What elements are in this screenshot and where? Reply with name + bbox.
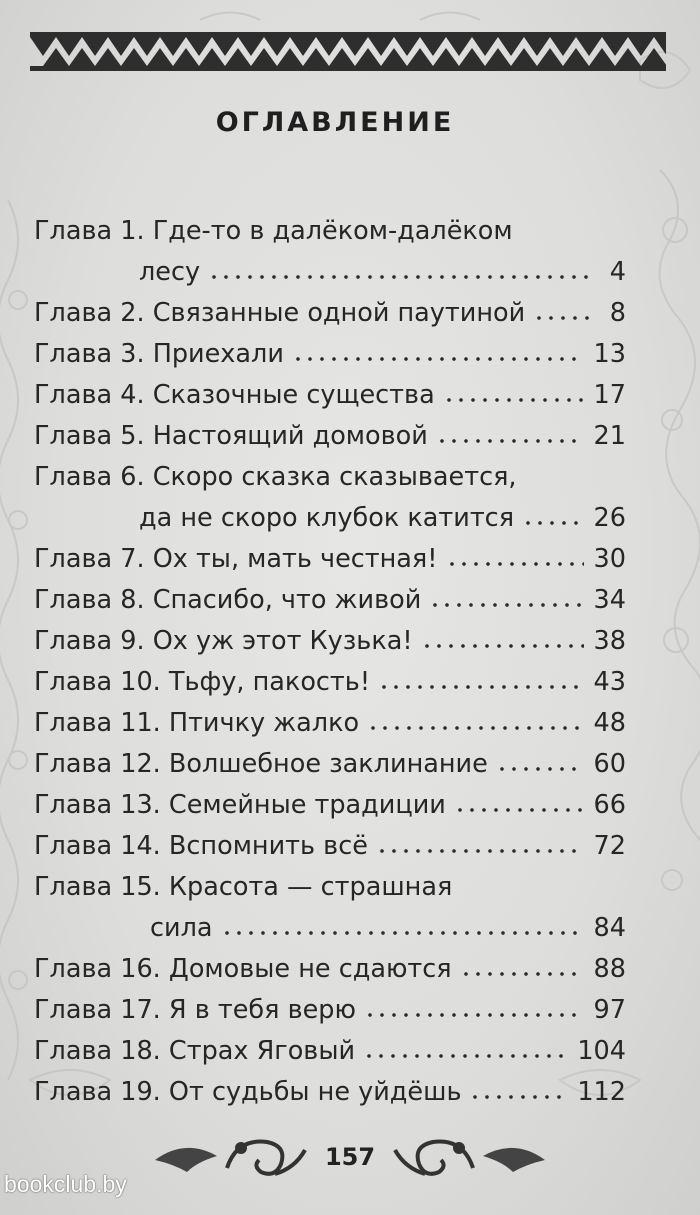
- page-number: 157: [324, 1143, 376, 1171]
- chapter-title: [34, 462, 517, 492]
- page-ref: 4: [609, 256, 626, 287]
- chapter-label: Глава 8.: [34, 584, 145, 615]
- chapter-label: Глава 4.: [34, 379, 145, 410]
- chapter-title: [34, 667, 370, 697]
- page-ref: 38: [593, 625, 626, 656]
- chapter-title-text: Птичку жалко: [168, 707, 360, 738]
- dot-leader: [436, 426, 584, 446]
- chapter-label: Глава 9.: [34, 625, 145, 656]
- chapter-label: Глава 14.: [34, 830, 161, 861]
- chapter-title-text: Домовые не сдаются: [168, 953, 452, 984]
- chapter-title-text: Ох уж этот Кузька!: [152, 625, 413, 656]
- dot-leader: [364, 1000, 584, 1020]
- chapter-label: Глава 10.: [34, 666, 161, 697]
- dot-leader: [429, 590, 583, 610]
- toc-entry: [34, 538, 626, 579]
- chapter-title: [34, 380, 435, 410]
- toc-entry: [34, 743, 626, 784]
- page-title: оглавление: [215, 96, 455, 140]
- page-ref: 8: [609, 297, 626, 328]
- page-ref: 104: [577, 1035, 626, 1066]
- toc-entry: [34, 292, 626, 333]
- toc-entry: [34, 1030, 626, 1071]
- page-ref: 60: [593, 748, 626, 779]
- page-ref: 112: [577, 1076, 626, 1107]
- page-ref: 13: [593, 338, 626, 369]
- toc-entry: [34, 456, 626, 538]
- toc-entry: [34, 661, 626, 702]
- chapter-label: Глава 5.: [34, 420, 145, 451]
- toc-entry: [34, 784, 626, 825]
- chapter-title-text: Волшебное заклинание: [168, 748, 488, 779]
- page-ref: 21: [593, 420, 626, 451]
- chapter-title-text: Я в тебя верю: [168, 994, 356, 1025]
- dot-leader: [378, 672, 584, 692]
- chapter-label: Глава 2.: [34, 297, 145, 328]
- dot-leader: [367, 713, 583, 733]
- toc-entry: [34, 866, 626, 948]
- page-ref: 48: [593, 707, 626, 738]
- dot-leader: [469, 1082, 567, 1102]
- chapter-title: [34, 708, 359, 738]
- chapter-title: [34, 544, 438, 574]
- chapter-label: Глава 6.: [34, 461, 145, 492]
- chapter-label: Глава 11.: [34, 707, 161, 738]
- dot-leader: [460, 959, 584, 979]
- chapter-title-text: Ох ты, мать честная!: [152, 543, 438, 574]
- toc-entry: [34, 415, 626, 456]
- chapter-label: Глава 15.: [34, 871, 161, 902]
- chapter-title: [34, 995, 356, 1025]
- page-ref: 30: [593, 543, 626, 574]
- chapter-label: Глава 1.: [34, 215, 145, 246]
- page-ref: 34: [593, 584, 626, 615]
- dot-leader: [292, 344, 584, 364]
- dot-leader: [376, 836, 584, 856]
- chapter-title-text: Тьфу, пакость!: [168, 666, 371, 697]
- page-ref: 97: [593, 994, 626, 1025]
- toc-entry: [34, 989, 626, 1030]
- toc-entry: [34, 825, 626, 866]
- dot-leader: [443, 385, 584, 405]
- chapter-title-text: Спасибо, что живой: [152, 584, 422, 615]
- page-ref: 72: [593, 830, 626, 861]
- page-ref: 17: [593, 379, 626, 410]
- page-ref: 26: [593, 502, 626, 533]
- chapter-title-text: Приехали: [152, 338, 284, 369]
- chapter-title-text: Связанные одной паутиной: [152, 297, 526, 328]
- chapter-title-text: Вспомнить всё: [168, 830, 368, 861]
- chapter-title-continuation: да не скоро клубок катится: [139, 502, 515, 533]
- page-ref: 84: [593, 912, 626, 943]
- toc-entry: [34, 210, 626, 292]
- toc-entry: [34, 374, 626, 415]
- chapter-title-text: Семейные традиции: [168, 789, 446, 820]
- page-ref: 88: [593, 953, 626, 984]
- chapter-label: Глава 16.: [34, 953, 161, 984]
- dot-leader: [496, 754, 584, 774]
- dot-leader: [363, 1041, 567, 1061]
- chapter-title-continuation: сила: [150, 912, 213, 943]
- zigzag-border-ornament: [30, 26, 666, 76]
- dot-leader: [221, 918, 584, 938]
- toc-entry: [34, 1071, 626, 1112]
- chapter-title-text: Где-то в далёком-далёком: [152, 215, 513, 246]
- chapter-label: Глава 7.: [34, 543, 145, 574]
- chapter-label: Глава 12.: [34, 748, 161, 779]
- toc-entry: [34, 702, 626, 743]
- chapter-title: [34, 1077, 461, 1107]
- chapter-title: [34, 749, 488, 779]
- page-ref: 66: [593, 789, 626, 820]
- chapter-title: [34, 831, 368, 861]
- table-of-contents: [34, 210, 626, 1112]
- chapter-title: [34, 1036, 355, 1066]
- chapter-title-continuation: лесу: [139, 256, 201, 287]
- dot-leader: [454, 795, 584, 815]
- chapter-title-text: Скоро сказка сказывается,: [152, 461, 517, 492]
- chapter-title: [34, 216, 513, 246]
- dot-leader: [446, 549, 584, 569]
- watermark: bookclub.by: [4, 1171, 127, 1197]
- chapter-title: [34, 872, 452, 902]
- chapter-title-text: Сказочные существа: [152, 379, 435, 410]
- chapter-title: [34, 421, 428, 451]
- chapter-label: Глава 17.: [34, 994, 161, 1025]
- chapter-title-text: Красота — страшная: [168, 871, 453, 902]
- toc-entry: [34, 620, 626, 661]
- chapter-title-text: Настоящий домовой: [152, 420, 428, 451]
- toc-entry: [34, 333, 626, 374]
- chapter-label: Глава 18.: [34, 1035, 161, 1066]
- toc-entry: [34, 948, 626, 989]
- chapter-title: [34, 626, 413, 656]
- chapter-label: Глава 19.: [34, 1076, 161, 1107]
- dot-leader: [533, 303, 592, 323]
- dot-leader: [522, 508, 584, 528]
- page-ref: 43: [593, 666, 626, 697]
- chapter-title: [34, 339, 284, 369]
- toc-entry: [34, 579, 626, 620]
- chapter-title: [34, 954, 452, 984]
- chapter-title-text: Страх Яговый: [168, 1035, 356, 1066]
- chapter-title: [34, 298, 525, 328]
- chapter-title-text: От судьбы не уйдёшь: [168, 1076, 462, 1107]
- chapter-label: Глава 13.: [34, 789, 161, 820]
- dot-leader: [421, 631, 584, 651]
- dot-leader: [208, 262, 592, 282]
- chapter-title: [34, 790, 446, 820]
- chapter-label: Глава 3.: [34, 338, 145, 369]
- chapter-title: [34, 585, 421, 615]
